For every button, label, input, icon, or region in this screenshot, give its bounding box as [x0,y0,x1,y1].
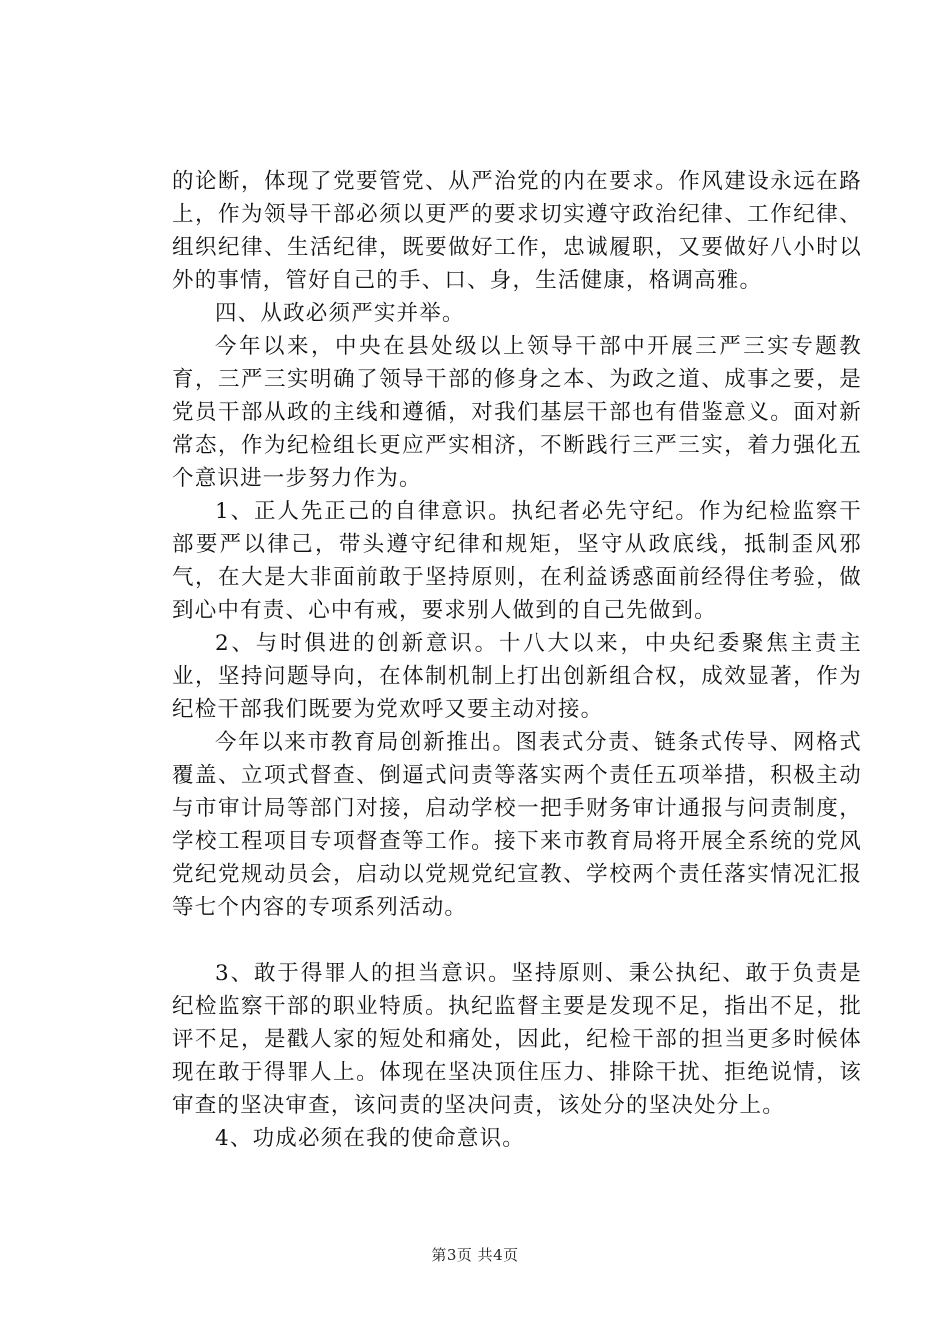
list-item: 1、正人先正己的自律意识。执纪者必先守纪。作为纪检监察干部要严以律己，带头遵守纪律和规矩，坚守从政底线，抵制歪风邪气，在大是大非面前敢于坚持原则，在利益诱惑面前经得住考验，做到心中有责、心中有戒，要求别人做到的自己先做到。 [172,499,862,623]
paragraph: 今年以来市教育局创新推出。图表式分责、链条式传导、网格式覆盖、立项式督查、倒逼式问责等落实两个责任五项举措，积极主动与市审计局等部门对接，启动学校一把手财务审计通报与问责制度，学校工程项目专项督查等工作。接下来市教育局将开展全系统的党风党纪党规动员会，启动以党规党纪宣教、学校两个责任落实情况汇报等七个内容的专项系列活动。 [172,730,862,920]
section-heading: 四、从政必须严实并举。 [215,301,465,326]
page-footer: 第3页 共4页 [431,1246,519,1264]
blank-line [172,924,862,957]
paragraph-continuation: 的论断，体现了党要管党、从严治党的内在要求。作风建设永远在路上，作为领导干部必须以更严的要求切实遵守政治纪律、工作纪律、组织纪律、生活纪律，既要做好工作，忠诚履职，又要做好八小时以外的事情，管好自己的手、口、身，生活健康，格调高雅。 [172,169,862,293]
document-body [172,165,862,1155]
list-item: 2、与时俱进的创新意识。十八大以来，中央纪委聚焦主责主业，坚持问题导向，在体制机制上打出创新组合权，成效显著，作为纪检干部我们既要为党欢呼又要主动对接。 [172,631,862,722]
paragraph: 今年以来，中央在县处级以上领导干部中开展三严三实专题教育，三严三实明确了领导干部的修身之本、为政之道、成事之要，是党员干部从政的主线和遵循，对我们基层干部也有借鉴意义。面对新常态，作为纪检组长更应严实相济，不断践行三严三实，着力强化五个意识进一步努力作为。 [172,334,862,491]
list-item: 3、敢于得罪人的担当意识。坚持原则、秉公执纪、敢于负责是纪检监察干部的职业特质。执纪监督主要是发现不足，指出不足，批评不足，是戳人家的短处和痛处，因此，纪检干部的担当更多时候体现在敢于得罪人上。体现在坚决顶住压力、排除干扰、拒绝说情，该审查的坚决审查，该问责的坚决问责，该处分的坚决处分上。 [172,961,862,1118]
list-item: 4、功成必须在我的使命意识。 [215,1126,525,1151]
